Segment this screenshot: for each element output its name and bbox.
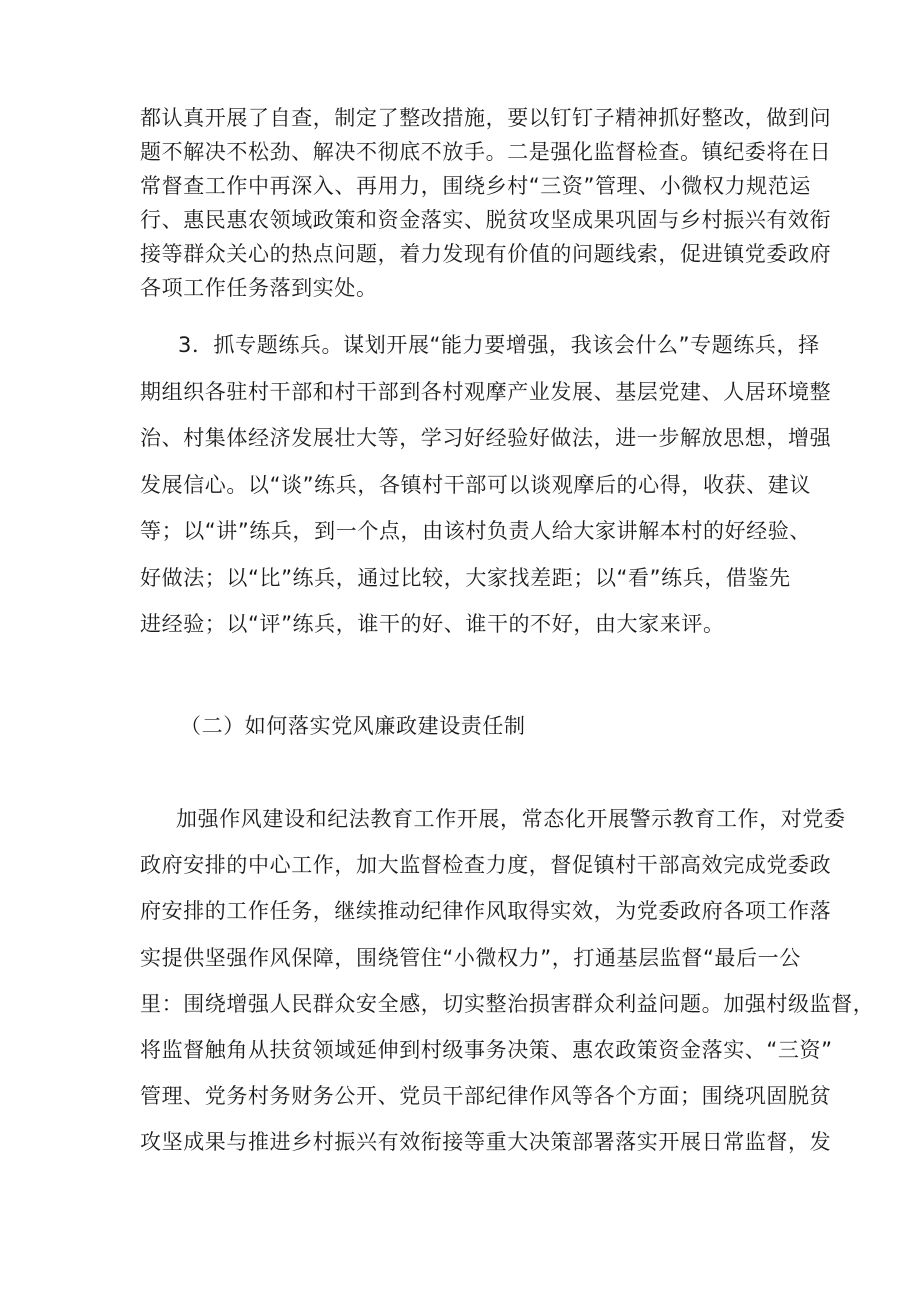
text-line: 将监督触角从扶贫领域延伸到村级事务决策、惠农政策资金落实、“三资” [140,1038,833,1063]
text-line: 等；以“讲”练兵，到一个点，由该村负责人给大家讲解本村的好经验、 [140,519,811,543]
text-line: 里：围绕增强人民群众安全感，切实整治损害群众利益问题。加强村级监督， [140,991,875,1016]
text-line: 实提供坚强作风保障，围绕管住“小微权力”，打通基层监督“最后一公 [140,945,801,970]
text-line: 好做法；以“比”练兵，通过比较，大家找差距；以“看”练兵，借鉴先 [140,565,791,590]
text-line: 攻坚成果与推进乡村振兴有效衔接等重大决策部署落实开展日常监督，发 [140,1130,832,1155]
text-line: 发展信心。以“谈”练兵，各镇村干部可以谈观摩后的心得，收获、建议 [140,472,811,497]
text-line: 治、村集体经济发展壮大等，学习好经验好做法，进一步解放思想，增强 [140,426,832,450]
paragraph-2 [140,322,832,648]
text-line: 加强作风建设和纪法教育工作开展，常态化开展警示教育工作，对党委 [176,807,846,831]
text-line: 政府安排的中心工作，加大监督检查力度，督促镇村干部高效完成党委政 [140,853,832,878]
text-line: 都认真开展了自查，制定了整改措施，要以钉钉子精神抓好整改，做到问 [140,106,832,130]
text-line: 进经验；以“评”练兵，谁干的好、谁干的不好，由大家来评。 [140,612,725,636]
text-line: 府安排的工作任务，继续推动纪律作风取得实效，为党委政府各项工作落 [140,899,832,924]
text-line: 管理、党务村务财务公开、党员干部纪律作风等各个方面；围绕巩固脱贫 [140,1084,832,1109]
section-heading-text: （二）如何落实党风廉政建设责任制 [180,714,526,738]
section-heading [140,706,790,746]
paragraph-3 [140,796,875,1166]
text-line: 3．抓专题练兵。谋划开展“能力要增强，我该会什么”专题练兵，择 [178,333,820,357]
text-line: 接等群众关心的热点问题，着力发现有价值的问题线索，促进镇党委政府 [140,242,832,266]
text-line: 期组织各驻村干部和村干部到各村观摩产业发展、基层党建、人居环境整 [140,379,832,404]
text-line: 题不解决不松劲、解决不彻底不放手。二是强化监督检查。镇纪委将在日 [140,140,832,164]
text-line: 各项工作任务落到实处。 [140,276,378,300]
text-line: 行、惠民惠农领域政策和资金落实、脱贫攻坚成果巩固与乡村振兴有效衔 [140,208,832,232]
text-line: 常督查工作中再深入、再用力，围绕乡村“三资”管理、小微权力规范运 [140,174,811,198]
paragraph-1 [140,101,832,305]
